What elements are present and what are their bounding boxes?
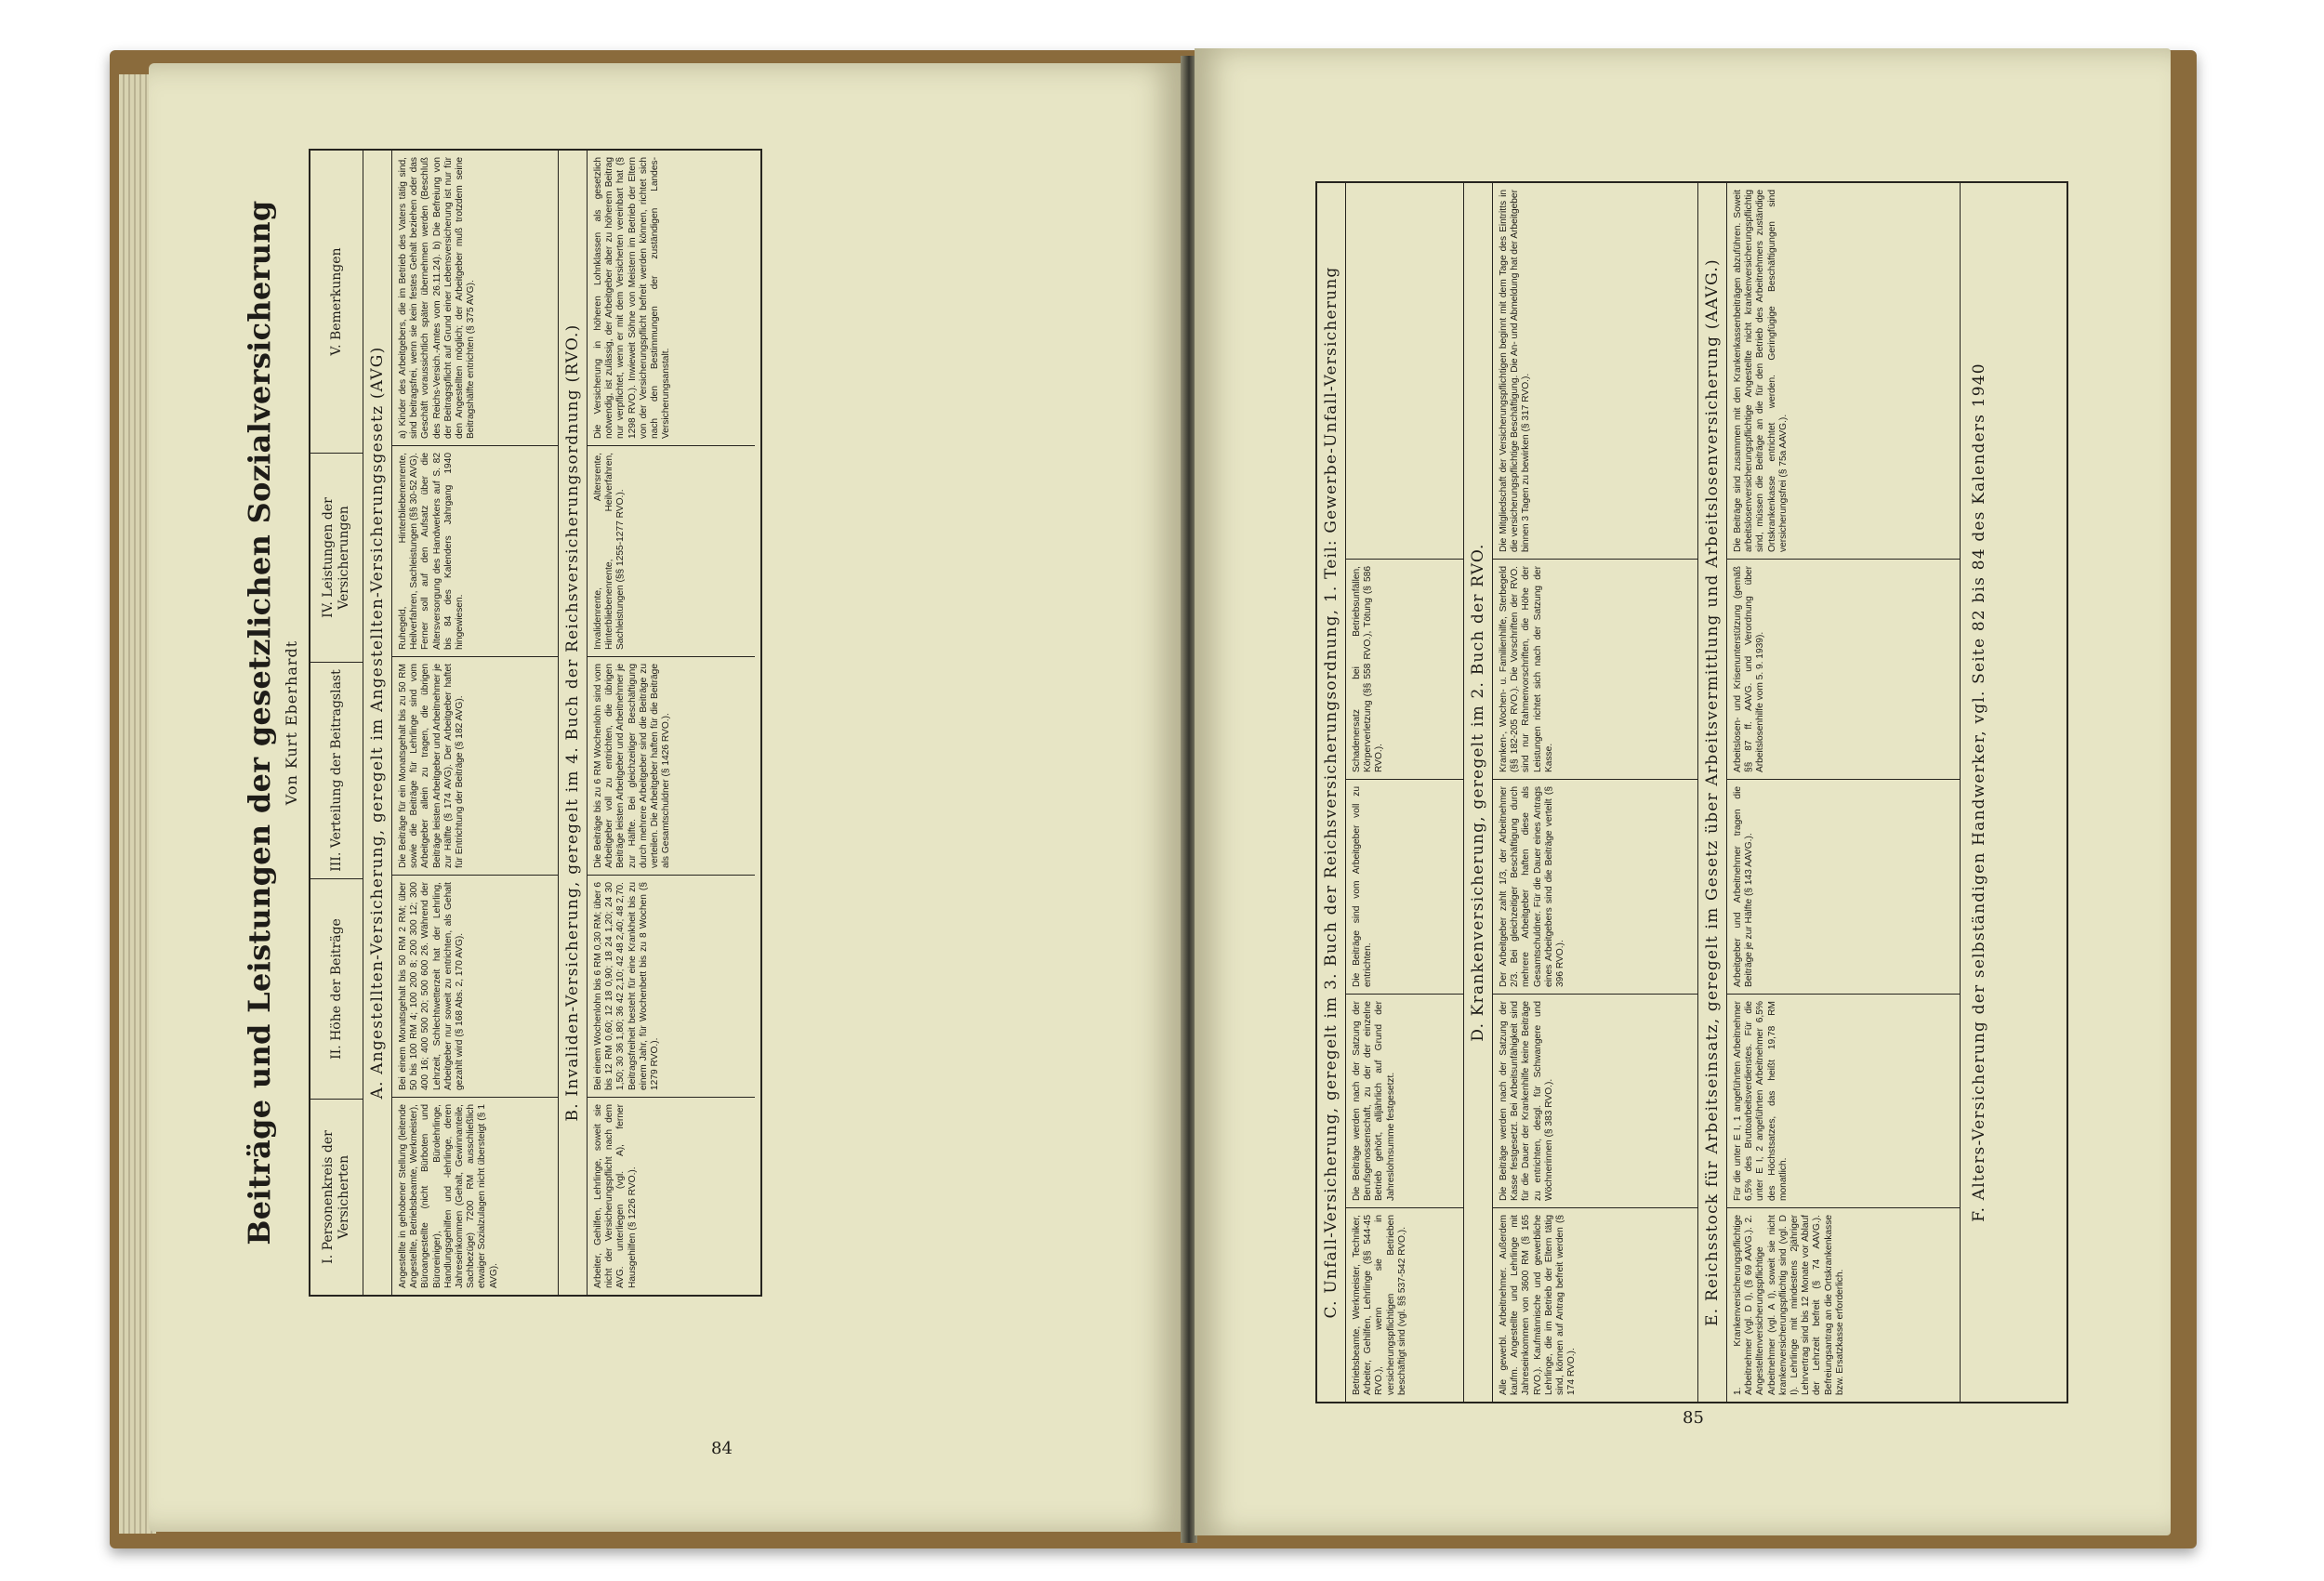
section-a-row	[392, 151, 559, 1295]
insurance-table-right	[1315, 181, 2068, 1403]
column-header: V. Bemerkungen	[328, 247, 344, 356]
left-page-content	[242, 149, 762, 1297]
table-cell: Die Beiträge für ein Monatsgehalt bis zu 50 RM sowie die Beiträge für Lehrlinge sind vom Arbeitgeber allein zu tragen, die übrigen Beiträge leisten Arbeitgeber und Arbeitnehmer je zur Hälfte (§ 174 AVG). Der Arbeitgeber haftet für Entrichtung der Beiträge (§ 182 AVG).	[392, 656, 558, 875]
section-c-heading: C. Unfall-Versicherung, geregelt im 3. Buch der Reichsversicherungsordnung, 1. Teil: Gewerbe-Unfall-Versicherung	[1317, 183, 1346, 1402]
table-cell: Bei einem Monatsgehalt bis 50 RM 2 RM; über 50 bis 100 RM 4; 100 200 8; 200 300 12; 300 400 16; 400 500 20; 500 600 26. Während der Lehrzeit, Schlechtwetterzeit hat der Lehrling, Arbeitgeber nur soweit zu entrichten, als Gehalt gezahlt wird (§ 168 Abs. 2, 170 AVG).	[392, 875, 558, 1097]
table-cell: Arbeitgeber und Arbeitnehmer tragen die Beiträge je zur Hälfte (§ 143 AAVG.).	[1727, 779, 1960, 994]
table-cell: Für die unter E I, 1 angeführten Arbeitnehmer 6,5% des Bruttoarbeitsverdienstes. Für die unter E I, 2 angeführten Arbeitnehmer 6,5% des Höchstsatzes, das heißt 19,78 RM monatlich.	[1727, 994, 1960, 1207]
column-header: I. Personenkreis der Versicherten	[310, 1099, 363, 1295]
table-cell: Arbeitslosen- und Krisenunterstützung (gemäß §§ 87 ff. AAVG. und Verordnung über Arbeitslosenhilfe vom 5. 9. 1939).	[1727, 559, 1960, 779]
document-title: Beiträge und Leistungen der gesetzlichen Sozialversicherung	[242, 200, 277, 1245]
section-e-row	[1727, 183, 1961, 1402]
section-d-heading: D. Krankenversicherung, geregelt im 2. Buch der RVO.	[1464, 183, 1493, 1402]
table-cell: Betriebsbeamte, Werkmeister, Techniker, Arbeiter, Gehilfen, Lehrlinge (§§ 544-45 RVO.), wenn sie in versicherungspflichtigen Betrieben beschäftigt sind (vgl. §§ 537-542 RVO.).	[1346, 1207, 1463, 1402]
table-cell: Invalidenrente, Altersrente, Hinterbliebenenrente, Heilverfahren, Sachleistungen (§§ 1255-1277 RVO.).	[588, 445, 755, 656]
section-f-heading: F. Alters-Versicherung der selbständigen Handwerker, vgl. Seite 82 bis 84 des Kalenders 1940	[1970, 362, 1988, 1222]
table-cell: Die Beiträge sind vom Arbeitgeber voll zu entrichten.	[1346, 779, 1463, 994]
table-cell: Angestellte in gehobener Stellung (leitende Angestellte, Betriebsbeamte, Werkmeister), Büroangestellte (nicht Bürboten und Büroreiniger), Bürolehrlinge, Handlungsgehilfen und -lehrlinge, deren Jahreseinkommen (Gehalt, Gewinnanteile, Sachbezüge) 7200 RM ausschließlich etwaiger Sozialzulagen nicht übersteigt (§ 1 AVG).	[392, 1097, 558, 1295]
column-header: III. Verteilung der Beitragslast	[310, 662, 363, 878]
table-cell: Arbeiter, Gehilfen, Lehrlinge, soweit sie nicht der Versicherungspflicht nach dem AVG. unterliegen (vgl. A), ferner Hausgehilfen (§ 1226 RVO.).	[588, 1097, 755, 1295]
insurance-table-left	[309, 149, 762, 1297]
section-b-heading: B. Invaliden-Versicherung, geregelt im 4. Buch der Reichsversicherungsordnung (RVO.)	[559, 151, 588, 1295]
table-cell: Die Versicherung in höheren Lohnklassen als gesetzlich notwendig, ist zulässig, der Arbeitgeber aber zu höherem Beitrag nur verpflichtet, wenn er mit dem Versicherten vereinbart hat (§ 1298 RVO.). Inwieweit Söhne von Meistern im Betrieb der Eltern von der Versicherungspflicht befreit werden können, richtet sich nach den Bestimmungen der zuständigen Landes-Versicherungsanstalt.	[593, 157, 672, 439]
table-cell: Bei einem Wochenlohn bis 6 RM 0,30 RM; über 6 bis 12 RM 0,60; 12 18 0,90; 18 24 1,20; 24 30 1,50; 30 36 1,80; 36 42 2,10; 42 48 2,40; 48 2,70. Beitragsfreiheit besteht für eine Krankheit bis zu einem Jahr, für Wochenbett bis zu 8 Wochen (§ 1279 RVO.).	[588, 875, 755, 1097]
table-cell: Die Beiträge werden nach der Satzung der Kasse festgesetzt. Bei Arbeitsunfähigkeit sind für die Dauer der Krankenhilfe keine Beiträge zu entrichten, desgl. für Schwangere und Wöchnerinnen (§ 383 RVO.).	[1493, 994, 1697, 1207]
table-cell: Die Mitgliedschaft der Versicherungspflichtigen beginnt mit dem Tage des Eintritts in die versicherungspflichtige Beschäftigung. Die An- und Abmeldung hat der Arbeitgeber binnen 3 Tagen zu bewirken (§ 317 RVO.).	[1499, 190, 1532, 552]
table-cell-empty	[1346, 183, 1463, 559]
table-cell: Der Arbeitgeber zahlt 1/3, der Arbeitnehmer 2/3. Bei gleichzeitiger Beschäftigung durch mehrere Arbeitgeber haften diese als Gesamtschuldner. Für die Dauer eines Antrags eines Arbeitgebers sind die Beiträge verteilt (§ 396 RVO.).	[1493, 779, 1697, 994]
table-cell: Schadenersatz bei Betriebsunfällen, Körperverletzung (§§ 558 RVO.), Tötung (§ 586 RVO.).	[1346, 559, 1463, 779]
table-cell: Ruhegeld, Hinterbliebenenrente, Heilverfahren, Sachleistungen (§§ 30-52 AVG). Ferner soll auf den Aufsatz über die Altersversorgung des Handwerkers auf S. 82 bis 84 des Kalenders Jahrgang 1940 hingewiesen.	[392, 445, 558, 656]
table-cell: Die Beiträge werden nach der Satzung der Berufsgenossenschaft, zu der der einzelne Betrieb gehört, alljährlich auf Grund der Jahreslohnsumme festgesetzt.	[1346, 994, 1463, 1207]
section-e-heading: E. Reichsstock für Arbeitseinsatz, geregelt im Gesetz über Arbeitsvermittlung und Arbeitslosenversicherung (AAVG.)	[1698, 183, 1727, 1402]
author-line: Von Kurt Eberhardt	[283, 639, 300, 806]
section-a-heading: A. Angestellten-Versicherung, geregelt im Angestellten-Versicherungsgesetz (AVG)	[363, 151, 392, 1295]
section-c-row	[1346, 183, 1464, 1402]
table-cell: 1. Krankenversicherungspflichtige Arbeitnehmer (vgl. D I), (§ 69 AAVG.). 2. Angestelltenversicherungspflichtige Arbeitnehmer (vgl. A I), soweit sie nicht krankenversicherungspflichtig sind (vgl. D I). Lehrlinge mit mindestens 2jähriger Lehrvertrag sind bis 12 Monate vor Ablauf der Lehrzeit befreit (§ 74 AAVG.). Befreiungsantrag an die Ortskrankenkasse bzw. Ersatzkasse erforderlich.	[1727, 1207, 1960, 1402]
section-b-row	[588, 151, 755, 1295]
column-header: IV. Leistungen der Versicherungen	[310, 453, 363, 662]
table-cell: Die Beiträge bis zu 6 RM Wochenlohn sind vom Arbeitgeber voll zu entrichten, die übrigen Beiträge leisten Arbeitgeber und Arbeitnehmer je zur Hälfte. Bei gleichzeitiger Beschäftigung durch mehrere Arbeitgeber sind die Beiträge zu verteilen. Die Arbeitgeber haften für die Beiträge als Gesamtschuldner (§ 1426 RVO.).	[588, 656, 755, 875]
column-header: II. Höhe der Beiträge	[310, 878, 363, 1099]
page-number-left: 84	[711, 1439, 733, 1458]
table-cell: Kranken-, Wochen- u. Familienhilfe, Sterbegeld (§§ 182-205 RVO.). Die Vorschriften der RVO. sind nur Rahmenvorschriften, die Höhe der Leistungen richtet sich nach der Satzung der Kasse.	[1493, 559, 1697, 779]
column-header-row	[310, 151, 363, 1295]
page-number-right: 85	[1683, 1408, 1704, 1428]
table-cell: Die Beiträge sind zusammen mit den Krankenkassenbeiträgen abzuführen. Soweit arbeitslosenversicherungspflichtige Angestellte nicht krankenversicherungspflichtig sind, müssen die Beiträge an die für den Betrieb des Arbeitnehmers zuständige Ortskrankenkasse entrichtet werden. Geringfügige Beschäftigungen sind versicherungsfrei (§ 75a AAVG.).	[1733, 190, 1789, 552]
table-cell: a) Kinder des Arbeitgebers, die im Betrieb des Vaters tätig sind, sind beitragsfrei, wenn sie kein festes Gehalt beziehen oder das Geschäft voraussichtlich später übernehmen werden (Beschluß des Reichs-Versich.-Amtes vom 26.11.24). b) Die Befreiung von der Beitragspflicht auf Grund einer Lebensversicherung ist nur für den Angestellten möglich; der Arbeitgeber muß trotzdem seine Beitragshälfte entrichten (§ 375 AVG).	[398, 157, 477, 439]
table-cell: Alle gewerbl. Arbeitnehmer. Außerdem kaufm. Angestellte und Lehrlinge mit Jahreseinkommen von 3600 RM (§ 165 RVO.). Kaufmännische und gewerbliche Lehrlinge, die im Betrieb der Eltern tätig sind, können auf Antrag befreit werden (§ 174 RVO.).	[1493, 1207, 1697, 1402]
right-page-content	[1297, 181, 2068, 1403]
section-d-row	[1493, 183, 1698, 1402]
